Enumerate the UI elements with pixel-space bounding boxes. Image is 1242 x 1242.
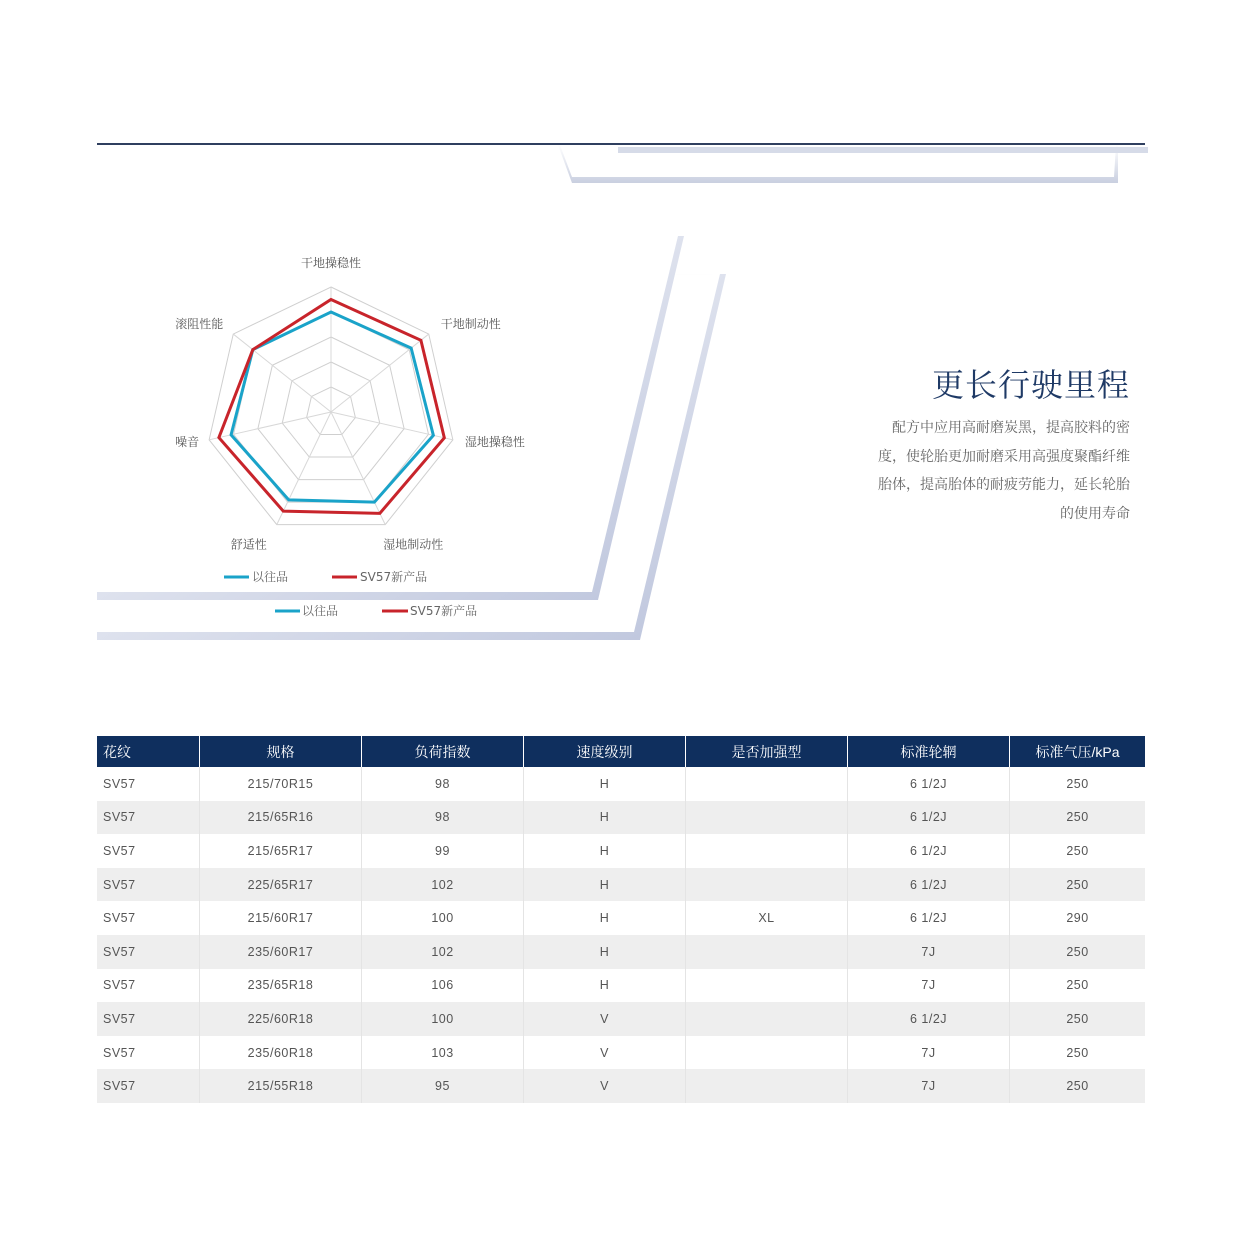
cell-load-index: 95: [362, 1069, 524, 1103]
cell-load-index: 98: [362, 767, 524, 801]
cell-pattern: SV57: [97, 1036, 200, 1070]
cell-speed-rating: H: [524, 767, 686, 801]
radar-axis-label: 噪音: [175, 434, 200, 449]
cell-pressure: 250: [1066, 843, 1089, 858]
cell-speed-rating: H: [524, 901, 686, 935]
cell-load-index: 102: [362, 935, 524, 969]
cell-rim: 6 1/2J: [848, 901, 1010, 935]
radar-axis-label: 湿地制动性: [383, 537, 444, 552]
cell-size: 235/65R18: [200, 969, 362, 1003]
cell-reinforced: [686, 1036, 848, 1070]
table-row: [97, 868, 1145, 902]
header-speed-rating: 速度级别: [524, 736, 686, 767]
header-pattern: 花纹: [97, 736, 200, 767]
cell-speed-rating: H: [524, 834, 686, 868]
cell-speed-rating: V: [524, 1069, 686, 1103]
cell-speed-rating: V: [524, 1002, 686, 1036]
legend-label-1: SV57新产品: [360, 570, 428, 584]
table-row: [97, 834, 1145, 868]
table-row: [97, 801, 1145, 835]
radar-axis-label: 湿地操稳性: [464, 434, 525, 449]
cell-size: 215/70R15: [200, 767, 362, 801]
spec-table: [97, 736, 1145, 1103]
cell-rim: 6 1/2J: [848, 834, 1010, 868]
cell-size: 215/55R18: [200, 1069, 362, 1103]
table-row: [97, 969, 1145, 1003]
header-pressure: 标准气压/kPa: [1010, 736, 1146, 767]
cell-reinforced: [686, 834, 848, 868]
cell-pattern: SV57: [97, 969, 200, 1003]
cell-speed-rating: H: [524, 969, 686, 1003]
feature-line-2: 度，使轮胎更加耐磨采用高强度聚酯纤维: [878, 448, 1130, 465]
cell-pressure: 250: [1010, 1002, 1146, 1036]
cell-reinforced: [686, 935, 848, 969]
radar-chart: [150, 250, 570, 600]
cell-rim: 6 1/2J: [848, 1002, 1010, 1036]
radar-spoke: [331, 412, 385, 525]
header-size: 规格: [200, 736, 362, 767]
radar-series-1: [219, 300, 444, 514]
feature-line-4: 的使用寿命: [1060, 505, 1130, 522]
table-row: [97, 901, 1145, 935]
cell-size: 235/60R18: [200, 1036, 362, 1070]
cell-rim: 7J: [848, 1036, 1010, 1070]
cell-size: 225/60R18: [200, 1002, 362, 1036]
table-row: [97, 935, 1145, 969]
cell-pressure: 250: [1010, 1069, 1146, 1103]
header-load-index: 负荷指数: [362, 736, 524, 767]
cell-reinforced: [686, 767, 848, 801]
cell-pattern: SV57: [97, 801, 200, 835]
decorative-card-top: [558, 145, 1148, 183]
cell-reinforced: [686, 868, 848, 902]
cell-pattern: SV57: [97, 834, 200, 868]
cell-pattern: SV57: [97, 1002, 200, 1036]
cell-pressure: 250: [1066, 776, 1089, 791]
table-header-row: [97, 736, 1145, 767]
cell-load-index: 102: [362, 868, 524, 902]
cell-size: 215/65R16: [200, 801, 362, 835]
cell-size: 215/60R17: [200, 901, 362, 935]
radar-axis-label: 滚阻性能: [175, 317, 224, 332]
feature-title: 更长行驶里程: [931, 366, 1130, 404]
radar-axis-label: 干地操稳性: [300, 256, 362, 270]
cell-reinforced: [686, 1069, 848, 1103]
cell-rim: 7J: [848, 969, 1010, 1003]
radar-series-0: [231, 312, 433, 502]
feature-line-3: 胎体，提高胎体的耐疲劳能力，延长轮胎: [878, 477, 1130, 493]
cell-speed-rating: H: [524, 935, 686, 969]
cell-rim: 7J: [848, 1069, 1010, 1103]
cell-rim: 7J: [848, 935, 1010, 969]
cell-pressure: 250: [1066, 1045, 1089, 1060]
header-reinforced: 是否加强型: [686, 736, 848, 767]
table-row: [97, 767, 1145, 801]
legend-back-new: SV57新产品: [410, 604, 478, 618]
table-row: [97, 1002, 1145, 1036]
cell-reinforced: XL: [686, 901, 848, 935]
cell-pattern: SV57: [97, 901, 200, 935]
cell-speed-rating: H: [524, 868, 686, 902]
feature-line-1: 配方中应用高耐磨炭黑，提高胶料的密: [892, 420, 1130, 436]
legend-label-0: 以往品: [252, 570, 289, 584]
cell-rim: 6 1/2J: [848, 801, 1010, 835]
cell-size: 235/60R17: [200, 935, 362, 969]
legend-back-old: 以往品: [302, 604, 339, 618]
radar-axis-label: 干地制动性: [440, 317, 501, 332]
cell-load-index: 98: [362, 801, 524, 835]
cell-pressure: 250: [1010, 935, 1146, 969]
cell-pattern: SV57: [97, 868, 200, 902]
cell-pattern: SV57: [97, 1069, 200, 1103]
cell-size: 225/65R17: [200, 868, 362, 902]
cell-reinforced: [686, 1002, 848, 1036]
cell-load-index: 103: [362, 1036, 524, 1070]
cell-pattern: SV57: [97, 767, 200, 801]
cell-pressure: 290: [1066, 911, 1089, 926]
cell-reinforced: [686, 801, 848, 835]
cell-pressure: 250: [1010, 801, 1146, 835]
cell-pressure: 250: [1010, 868, 1146, 902]
radar-axis-label: 舒适性: [230, 537, 267, 552]
cell-load-index: 100: [362, 901, 524, 935]
table-row: [97, 1069, 1145, 1103]
radar-spoke: [277, 412, 331, 525]
cell-speed-rating: V: [524, 1036, 686, 1070]
cell-pressure: 250: [1066, 978, 1089, 993]
header-rim: 标准轮辋: [848, 736, 1010, 767]
table-row: [97, 1036, 1145, 1070]
cell-load-index: 99: [362, 834, 524, 868]
cell-load-index: 100: [362, 1002, 524, 1036]
cell-size: 215/65R17: [200, 834, 362, 868]
cell-reinforced: [686, 969, 848, 1003]
feature-block: [830, 360, 1130, 528]
cell-rim: 6 1/2J: [848, 868, 1010, 902]
cell-pattern: SV57: [97, 935, 200, 969]
cell-rim: 6 1/2J: [848, 767, 1010, 801]
cell-speed-rating: H: [524, 801, 686, 835]
cell-load-index: 106: [362, 969, 524, 1003]
